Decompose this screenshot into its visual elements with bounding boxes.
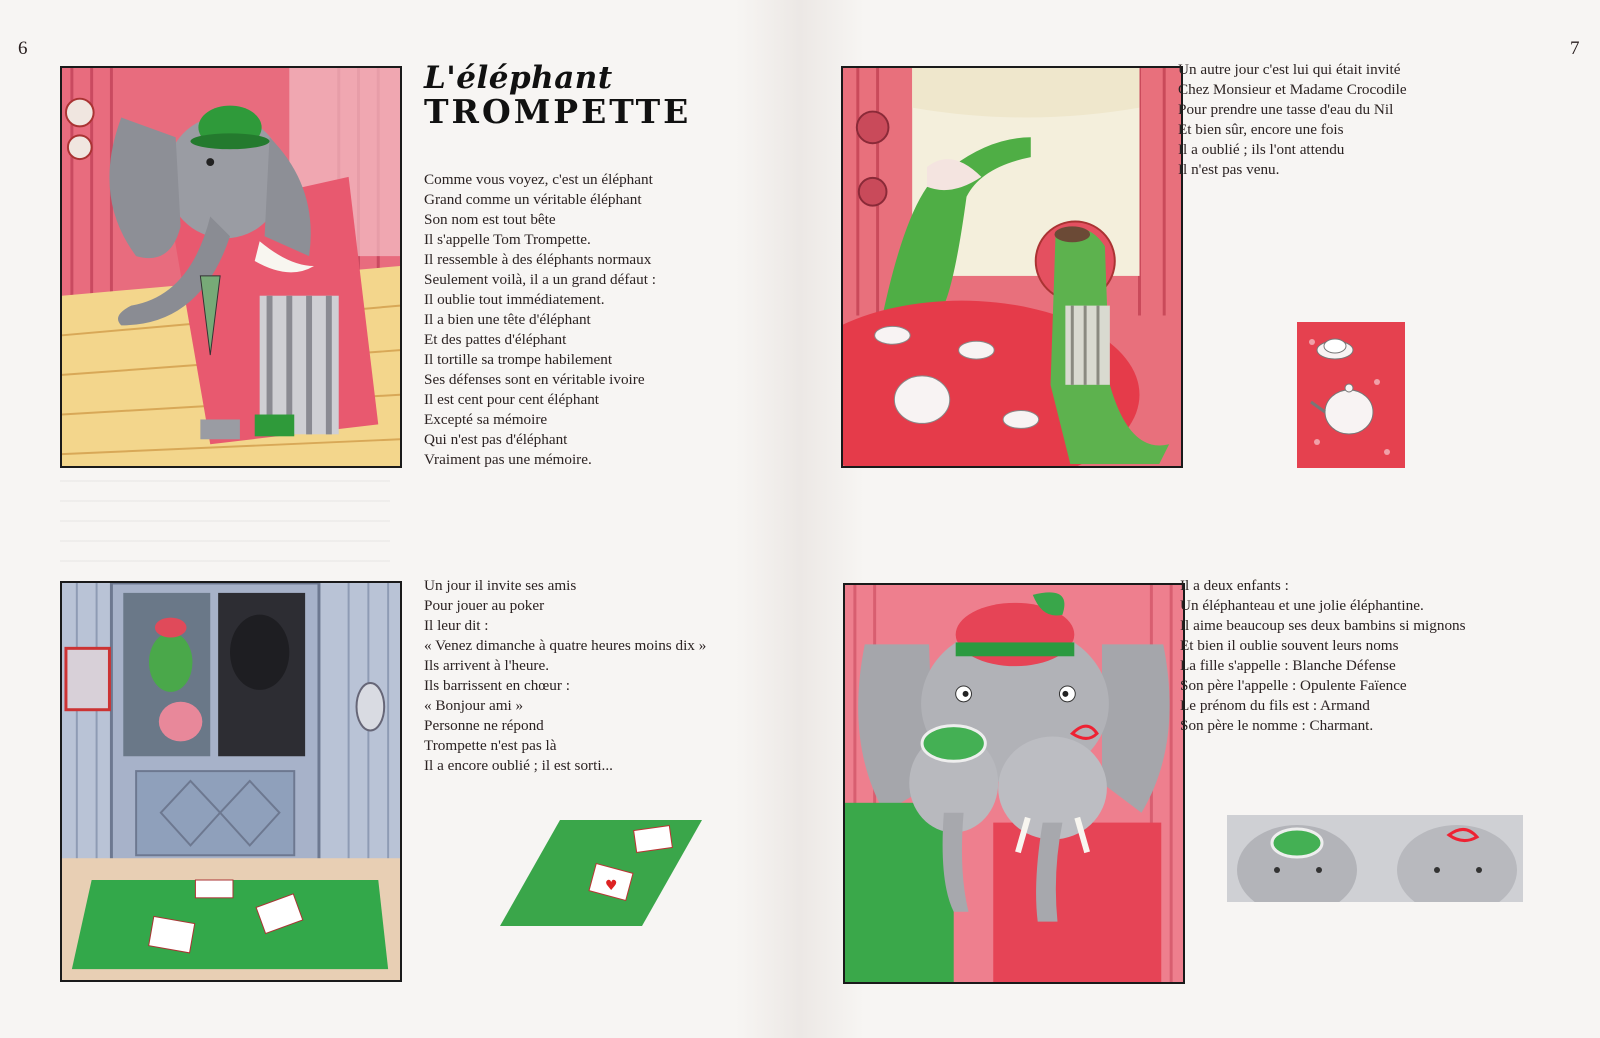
poem-title	[424, 60, 691, 131]
verse-line: Il tortille sa trompe habilement	[424, 351, 613, 368]
verse-line: Le prénom du fils est : Armand	[1180, 697, 1370, 714]
verse-line: Ils barrissent en chœur :	[424, 677, 570, 694]
right-page	[800, 0, 1600, 1038]
title-line-2: TROMPETTE	[424, 92, 692, 131]
verse-line: Il leur dit :	[424, 617, 489, 634]
bleed-through-text	[60, 480, 390, 570]
verse-line: Trompette n'est pas là	[424, 737, 557, 754]
stanza-1	[424, 170, 656, 470]
verse-line: Et bien sûr, encore une fois	[1178, 121, 1344, 138]
verse-line: Comme vous voyez, c'est un éléphant	[424, 171, 653, 188]
svg-text:♥: ♥	[605, 878, 618, 894]
verse-line: « Bonjour ami »	[424, 697, 524, 714]
verse-line: Il oublie tout immédiatement.	[424, 291, 605, 308]
verse-line: Il est cent pour cent éléphant	[424, 391, 600, 408]
illustration-door-friends	[60, 581, 402, 982]
stanza-2	[424, 576, 706, 776]
verse-line: Il a bien une tête d'éléphant	[424, 311, 591, 328]
illustration-elephant-family	[843, 583, 1185, 984]
verse-line: La fille s'appelle : Blanche Défense	[1180, 657, 1396, 674]
verse-line: Et des pattes d'éléphant	[424, 331, 567, 348]
verse-line: Il ressemble à des éléphants normaux	[424, 251, 652, 268]
verse-line: Un autre jour c'est lui qui était invité	[1178, 61, 1401, 78]
verse-line: Seulement voilà, il a un grand défaut :	[424, 271, 656, 288]
verse-line: Un éléphanteau et une jolie éléphantine.	[1180, 597, 1424, 614]
verse-line: Il a oublié ; ils l'ont attendu	[1178, 141, 1345, 158]
vignette-card-table	[500, 820, 702, 926]
illustration-elephant-portrait	[60, 66, 402, 468]
verse-line: Pour jouer au poker	[424, 597, 545, 614]
verse-line: Pour prendre une tasse d'eau du Nil	[1178, 101, 1394, 118]
page-number-right: 7	[1570, 38, 1580, 59]
verse-line: Ils arrivent à l'heure.	[424, 657, 550, 674]
verse-line: Un jour il invite ses amis	[424, 577, 577, 594]
verse-line: Son nom est tout bête	[424, 211, 556, 228]
verse-line: Il n'est pas venu.	[1178, 161, 1280, 178]
vignette-elephant-children	[1227, 815, 1523, 902]
verse-line: Chez Monsieur et Madame Crocodile	[1178, 81, 1407, 98]
vignette-tea-set	[1297, 322, 1405, 468]
stanza-4	[1180, 576, 1466, 736]
verse-line: Il a deux enfants :	[1180, 577, 1289, 594]
verse-line: Personne ne répond	[424, 717, 544, 734]
verse-line: Il s'appelle Tom Trompette.	[424, 231, 591, 248]
verse-line: Il a encore oublié ; il est sorti...	[424, 757, 613, 774]
title-line-1: L'éléphant	[424, 60, 613, 96]
stanza-3	[1178, 60, 1407, 180]
verse-line: Ses défenses sont en véritable ivoire	[424, 371, 645, 388]
verse-line: Qui n'est pas d'éléphant	[424, 431, 568, 448]
verse-line: Son père le nomme : Charmant.	[1180, 717, 1374, 734]
verse-line: Vraiment pas une mémoire.	[424, 451, 592, 468]
verse-line: « Venez dimanche à quatre heures moins dix »	[424, 637, 707, 654]
verse-line: Grand comme un véritable éléphant	[424, 191, 642, 208]
verse-line: Il aime beaucoup ses deux bambins si mignons	[1180, 617, 1466, 634]
verse-line: Excepté sa mémoire	[424, 411, 548, 428]
verse-line: Et bien il oublie souvent leurs noms	[1180, 637, 1399, 654]
page-number-left: 6	[18, 38, 28, 59]
verse-line: Son père l'appelle : Opulente Faïence	[1180, 677, 1407, 694]
illustration-crocodile-tea	[841, 66, 1183, 468]
